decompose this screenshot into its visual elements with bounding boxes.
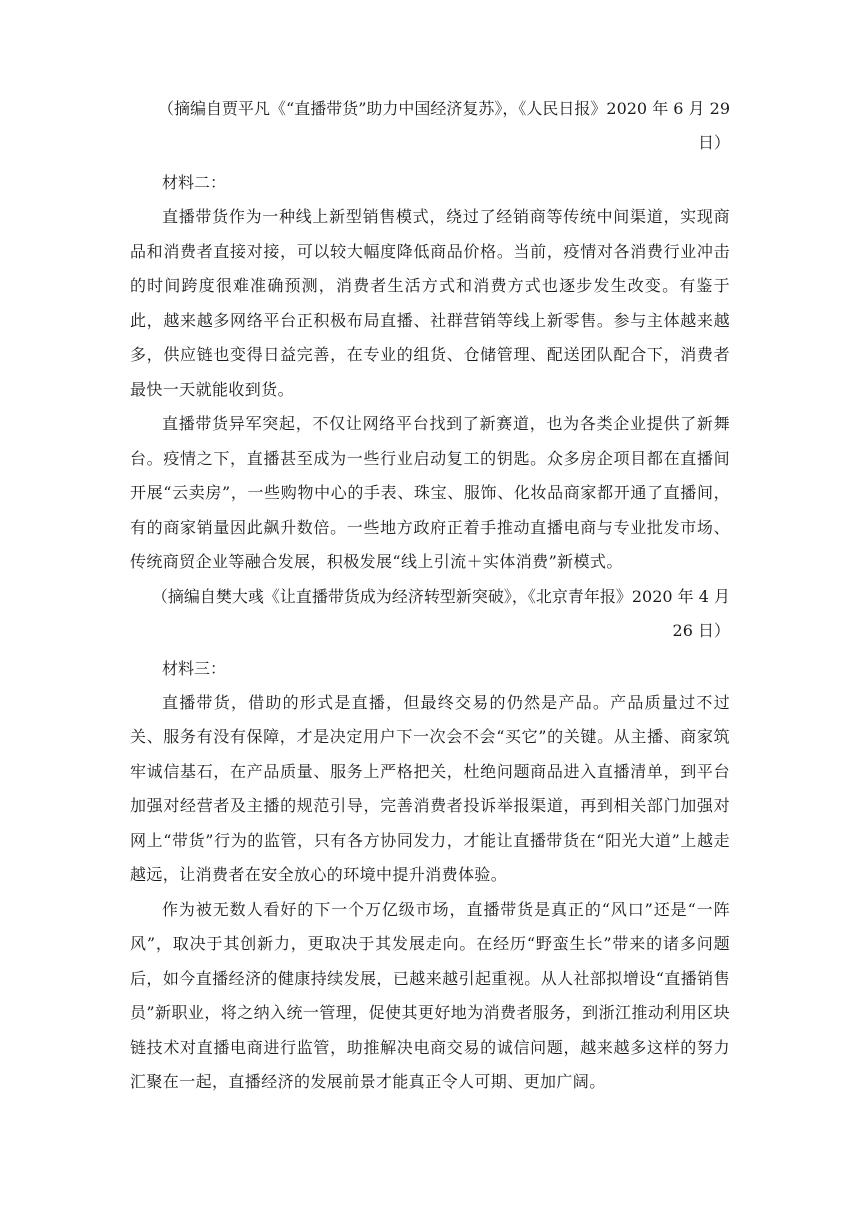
material-3-paragraph-1: 直播带货，借助的形式是直播，但最终交易的仍然是产品。产品质量过不过关、服务有没有保障，才是决定用户下一次会不会“买它”的关键。从主播、商家筑牢诚信基石，在产品质量、服务上严格把关，杜绝问题商品进入直播清单，到平台加强对经营者及主播的规范引导，完善消费者投诉举报渠道，再到相关部门加强对网上“带货”行为的监管，只有各方协同发力，才能让直播带货在“阳光大道”上越走越远，让消费者在安全放心的环境中提升消费体验。 xyxy=(130,692,730,884)
material-2-paragraph-2: 直播带货异军突起，不仅让网络平台找到了新赛道，也为各类企业提供了新舞台。疫情之下，直播甚至成为一些行业启动复工的钥匙。众多房企项目都在直播间开展“云卖房”，一些购物中心的手表、珠宝、服饰、化妆品商家都开通了直播间，有的商家销量因此飙升数倍。一些地方政府正着手推动直播电商与专业批发市场、传统商贸企业等融合发展，积极发展“线上引流＋实体消费”新模式。 xyxy=(130,414,730,571)
source-citation-2: （摘编自樊大彧《让直播带货成为经济转型新突破》，《北京青年报》2020 年 4 月 26 日） xyxy=(151,586,730,640)
material-3-paragraph-2: 作为被无数人看好的下一个万亿级市场，直播带货是真正的“风口”还是“一阵风”，取决于其创新力，更取决于其发展走向。在经历“野蛮生长”带来的诸多问题后，如今直播经济的健康持续发展，已越来越引起重视。从人社部拟增设“直播销售员”新职业，将之纳入统一管理，促使其更好地为消费者服务，到浙江推动利用区块链技术对直播电商进行监管，助推解决电商交易的诚信问题，越来越多这样的努力汇聚在一起，直播经济的发展前景才能真正令人可期、更加广阔。 xyxy=(130,899,730,1091)
source-citation-1: （摘编自贾平凡《“直播带货”助力中国经济复苏》，《人民日报》2020 年 6 月 29 日） xyxy=(158,99,730,152)
material-3-heading: 材料三： xyxy=(162,658,227,678)
material-2-paragraph-1: 直播带货作为一种线上新型销售模式，绕过了经销商等传统中间渠道，实现商品和消费者直接对接，可以较大幅度降低商品价格。当前，疫情对各消费行业冲击的时间跨度很难准确预测，消费者生活方式和消费方式也逐步发生改变。有鉴于此，越来越多网络平台正积极布局直播、社群营销等线上新零售。参与主体越来越多，供应链也变得日益完善，在专业的组货、仓储管理、配送团队配合下，消费者最快一天就能收到货。 xyxy=(130,207,730,399)
material-2-heading: 材料二： xyxy=(162,173,227,192)
